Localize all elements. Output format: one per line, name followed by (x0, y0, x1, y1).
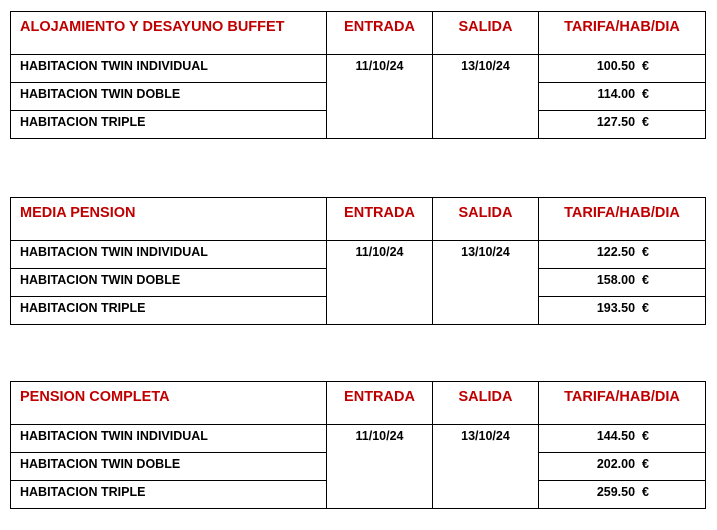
currency-symbol: € (642, 485, 649, 499)
table-header-row (11, 12, 706, 55)
rate-value: 158.00 (596, 273, 636, 287)
room-rate (539, 425, 706, 453)
room-type: HABITACION TWIN DOBLE (11, 453, 327, 481)
rate-value: 259.50 (596, 485, 636, 499)
table-title: PENSION COMPLETA (11, 382, 327, 425)
column-header-tarifa: TARIFA/HAB/DIA (539, 12, 706, 55)
rate-value: 202.00 (596, 457, 636, 471)
rate-value: 144.50 (596, 429, 636, 443)
currency-symbol: € (642, 457, 649, 471)
room-rate (539, 297, 706, 325)
rate-table-desayuno (10, 11, 706, 139)
check-in-date: 11/10/24 (327, 425, 433, 509)
column-header-tarifa: TARIFA/HAB/DIA (539, 198, 706, 241)
check-out-date: 13/10/24 (433, 55, 539, 139)
rate-table-media-pension (10, 197, 706, 325)
rate-table-pension-completa (10, 381, 706, 509)
rate-value: 127.50 (596, 115, 636, 129)
table-title: MEDIA PENSION (11, 198, 327, 241)
check-in-date: 11/10/24 (327, 55, 433, 139)
room-rate (539, 83, 706, 111)
room-rate (539, 55, 706, 83)
room-type: HABITACION TWIN INDIVIDUAL (11, 241, 327, 269)
table-header-row (11, 198, 706, 241)
table-header-row (11, 382, 706, 425)
currency-symbol: € (642, 429, 649, 443)
room-rate (539, 453, 706, 481)
currency-symbol: € (642, 245, 649, 259)
column-header-salida: SALIDA (433, 12, 539, 55)
room-rate (539, 269, 706, 297)
check-in-date: 11/10/24 (327, 241, 433, 325)
rate-value: 114.00 (597, 87, 636, 101)
currency-symbol: € (642, 115, 649, 129)
currency-symbol: € (642, 301, 649, 315)
check-out-date: 13/10/24 (433, 425, 539, 509)
column-header-salida: SALIDA (433, 198, 539, 241)
column-header-entrada: ENTRADA (327, 198, 433, 241)
currency-symbol: € (642, 87, 649, 101)
column-header-tarifa: TARIFA/HAB/DIA (539, 382, 706, 425)
rate-value: 122.50 (596, 245, 636, 259)
currency-symbol: € (642, 273, 649, 287)
room-type: HABITACION TRIPLE (11, 297, 327, 325)
room-rate (539, 481, 706, 509)
room-type: HABITACION TWIN INDIVIDUAL (11, 55, 327, 83)
room-type: HABITACION TWIN DOBLE (11, 83, 327, 111)
rate-value: 193.50 (596, 301, 636, 315)
room-type: HABITACION TRIPLE (11, 481, 327, 509)
room-type: HABITACION TWIN INDIVIDUAL (11, 425, 327, 453)
room-rate (539, 241, 706, 269)
check-out-date: 13/10/24 (433, 241, 539, 325)
room-type: HABITACION TRIPLE (11, 111, 327, 139)
room-rate (539, 111, 706, 139)
table-row (11, 241, 706, 269)
column-header-entrada: ENTRADA (327, 382, 433, 425)
column-header-salida: SALIDA (433, 382, 539, 425)
table-row (11, 55, 706, 83)
table-title: ALOJAMIENTO Y DESAYUNO BUFFET (11, 12, 327, 55)
currency-symbol: € (642, 59, 649, 73)
rate-value: 100.50 (596, 59, 636, 73)
column-header-entrada: ENTRADA (327, 12, 433, 55)
room-type: HABITACION TWIN DOBLE (11, 269, 327, 297)
table-row (11, 425, 706, 453)
